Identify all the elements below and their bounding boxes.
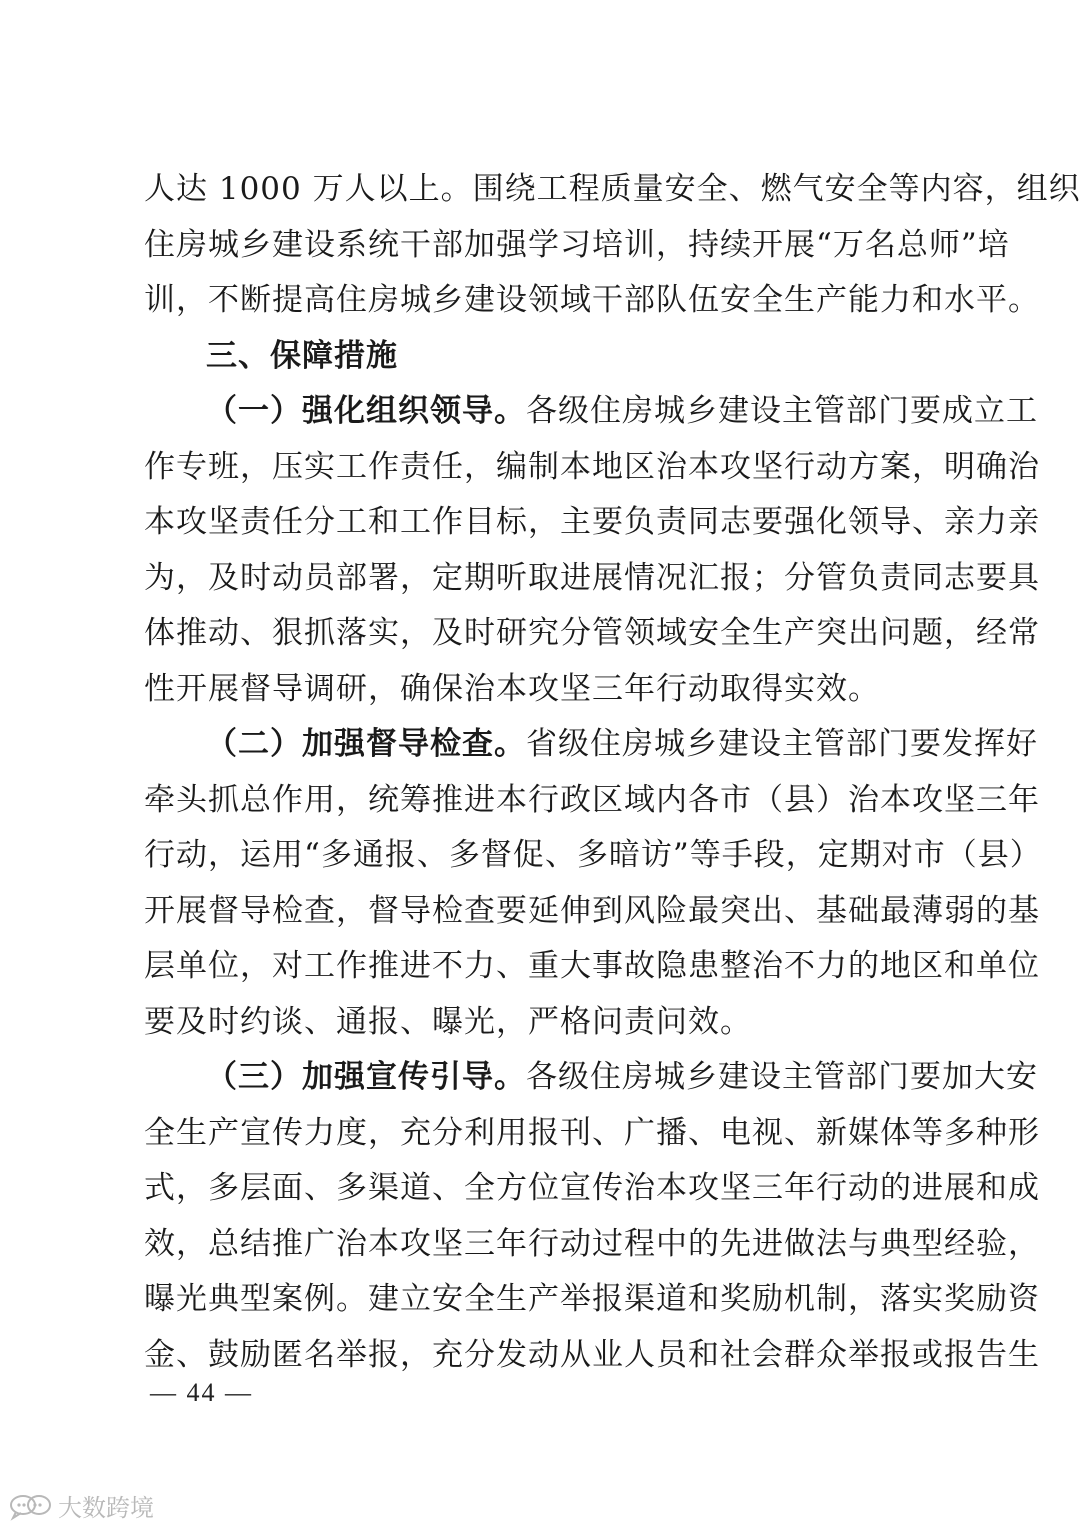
document-body <box>144 162 1081 1383</box>
text-line: 本攻坚责任分工和工作目标，主要负责同志要强化领导、亲力亲 <box>144 504 1040 540</box>
text-line: 开展督导检查，督导检查要延伸到风险最突出、基础最薄弱的基 <box>144 892 1040 929</box>
text-line: 层单位，对工作推进不力、重大事故隐患整治不力的地区和单位 <box>144 948 1040 984</box>
paragraph-title: （三）加强宣传引导。 <box>206 1059 526 1095</box>
text-line: 要及时约谈、通报、曝光，严格问责问效。 <box>144 1003 752 1040</box>
text-line: 为，及时动员部署，定期听取进展情况汇报；分管负责同志要具 <box>144 559 1040 596</box>
paragraph-first-line <box>144 1050 1038 1106</box>
text-line: 牵头抓总作用，统筹推进本行政区域内各市（县）治本攻坚三年 <box>144 781 1040 818</box>
paragraph-text: 各级住房城乡建设主管部门要加大安 <box>526 1059 1038 1095</box>
text-line: 效，总结推广治本攻坚三年行动过程中的先进做法与典型经验， <box>144 1225 1040 1262</box>
paragraph-title: （二）加强督导检查。 <box>206 726 526 762</box>
watermark <box>8 1488 154 1523</box>
text-line: 体推动、狠抓落实，及时研究分管领域安全生产突出问题，经常 <box>144 615 1040 651</box>
text-line: 人达 1000 万人以上。围绕工程质量安全、燃气安全等内容，组织 <box>144 171 1081 207</box>
chat-bubble-icon <box>8 1492 54 1520</box>
text-line: 金、鼓励匿名举报，充分发动从业人员和社会群众举报或报告生 <box>144 1336 1040 1373</box>
section-heading: 三、保障措施 <box>206 337 398 374</box>
text-line: 训，不断提高住房城乡建设领域干部队伍安全生产能力和水平。 <box>144 282 1040 318</box>
text-line: 全生产宣传力度，充分利用报刊、广播、电视、新媒体等多种形 <box>144 1114 1040 1151</box>
text-line: 曝光典型案例。建立安全生产举报渠道和奖励机制，落实奖励资 <box>144 1281 1040 1317</box>
watermark-text: 大数跨境 <box>58 1494 154 1522</box>
text-line: 住房城乡建设系统干部加强学习培训，持续开展“万名总师”培 <box>144 226 1010 263</box>
paragraph-title: （一）强化组织领导。 <box>206 393 526 429</box>
paragraph-text: 省级住房城乡建设主管部门要发挥好 <box>526 726 1038 762</box>
paragraph-first-line <box>144 717 1038 773</box>
text-line: 性开展督导调研，确保治本攻坚三年行动取得实效。 <box>144 670 880 707</box>
text-line: 式，多层面、多渠道、全方位宣传治本攻坚三年行动的进展和成 <box>144 1170 1040 1206</box>
paragraph-first-line <box>144 384 1038 440</box>
text-line: 行动，运用“多通报、多督促、多暗访”等手段，定期对市（县） <box>144 837 1042 873</box>
page-number: — 44 — <box>150 1378 253 1407</box>
paragraph-text: 各级住房城乡建设主管部门要成立工 <box>526 393 1038 429</box>
text-line: 作专班，压实工作责任，编制本地区治本攻坚行动方案，明确治 <box>144 448 1040 485</box>
